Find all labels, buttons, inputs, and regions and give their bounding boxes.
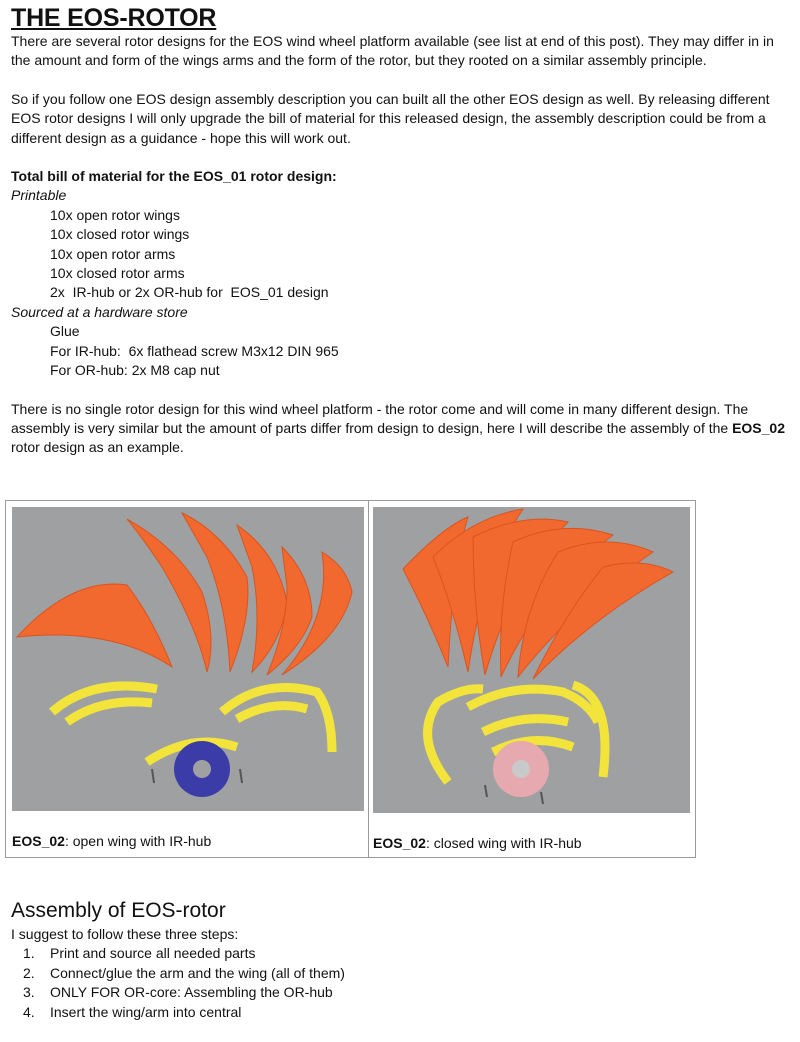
design-note-bold: EOS_02 [732,419,786,436]
bom-heading: Total bill of material for the EOS_01 rotor design: [11,168,337,185]
caption-bold: EOS_02 [373,835,426,851]
open-wing [17,584,172,667]
step-number: 1. [23,945,35,962]
figure-caption-1 [12,832,211,850]
printable-item: 2x IR-hub or 2x OR-hub for EOS_01 design [50,284,329,301]
open-arm [67,702,152,722]
step-text: Print and source all needed parts [50,945,256,962]
step-number: 3. [23,984,35,1001]
printable-item: 10x open rotor arms [50,245,176,262]
open-arm [237,706,307,719]
closed-wing-photo [373,507,690,813]
caption-text: : closed wing with IR-hub [425,835,582,851]
printable-item: 10x open rotor wings [50,206,180,223]
figure-caption-2 [373,834,582,852]
sourced-label: Sourced at a hardware store [11,303,188,320]
hub-center [193,760,211,778]
sourced-item: For IR-hub: 6x flathead screw M3x12 DIN 965 [50,342,339,359]
step-text: ONLY FOR OR-core: Assembling the OR-hub [50,984,333,1001]
open-wing-photo [12,507,364,811]
hub-center [512,760,530,778]
intro-paragraph-1: There are several rotor designs for the EOS wind wheel platform available (see list at end of this post). They may differ in in the amount and form of the wings arms and the form of the rotor, but they rooted on a similar assembly principle. [11,33,774,69]
assembly-heading: Assembly of EOS-rotor [11,899,226,922]
intro-paragraph-2: So if you follow one EOS design assembly description you can built all the other EOS design as well. By releasing different EOS rotor designs I will only upgrade the bill of material for this released design, the assembly description could be from a different design as a guidance - hope this will work out. [11,90,770,146]
step-text: Connect/glue the arm and the wing (all of them) [50,964,345,981]
assembly-step [11,964,791,983]
figure-table [5,500,696,858]
sourced-item: Glue [50,323,80,340]
caption-text: : open wing with IR-hub [64,833,212,849]
assembly-step [11,944,791,963]
assembly-section [11,925,791,1022]
design-note-paragraph [11,400,791,458]
step-number: 4. [23,1003,35,1020]
printable-item: 10x closed rotor arms [50,265,185,282]
step-number: 2. [23,964,35,981]
printable-item: 10x closed rotor wings [50,226,190,243]
design-note-text-end: rotor design as an example. [11,439,184,456]
design-note-text: There is no single rotor design for this wind wheel platform - the rotor come and will come in many different design. The assembly is very similar but the amount of parts differ from design to design, here I will describe the assembly of the [11,400,749,436]
printable-label: Printable [11,187,67,204]
assembly-steps [11,944,791,1022]
assembly-step [11,1003,791,1022]
caption-bold: EOS_02 [12,833,65,849]
document-body [11,4,791,458]
figure-divider [368,501,369,857]
sourced-item: For OR-hub: 2x M8 cap nut [50,362,220,379]
assembly-intro: I suggest to follow these three steps: [11,926,239,942]
closed-arm [483,719,568,732]
page-title: THE EOS-ROTOR [11,4,217,32]
step-text: Insert the wing/arm into central [50,1003,242,1020]
assembly-step [11,983,791,1002]
